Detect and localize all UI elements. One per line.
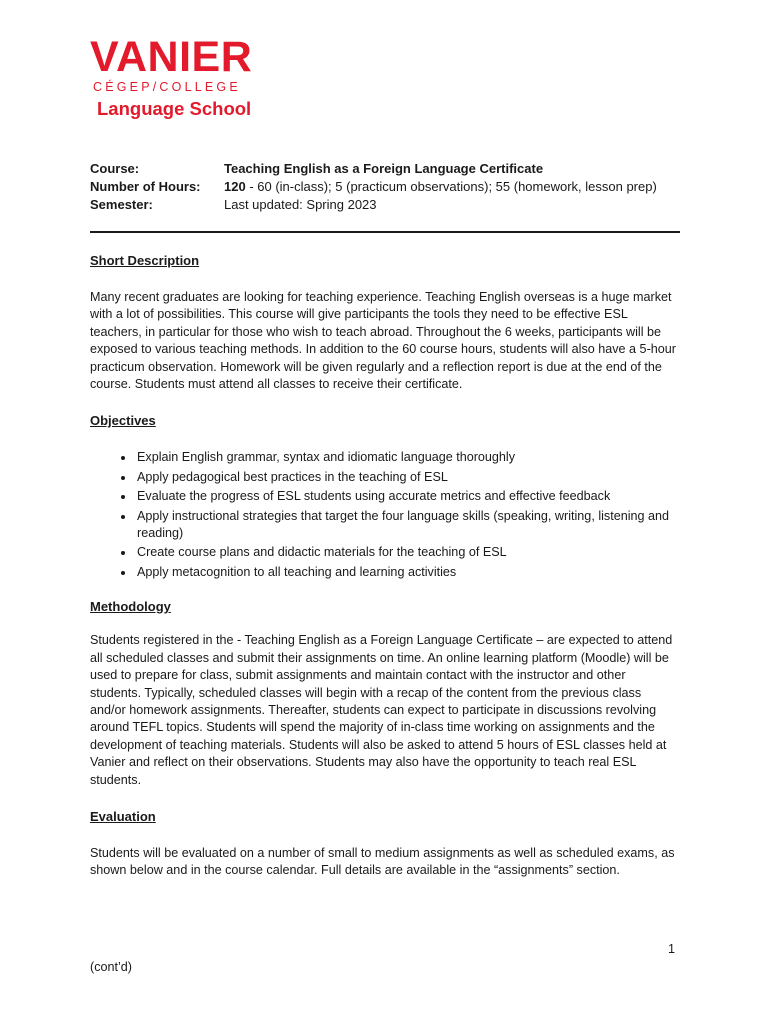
vanier-logo: [90, 33, 260, 120]
list-item: • Apply instructional strategies that target the four language skills (speaking, writing, listening and reading): [135, 508, 680, 543]
methodology-heading: Methodology: [90, 599, 171, 615]
course-row: [90, 160, 690, 178]
semester-value: Last updated: Spring 2023: [224, 197, 377, 212]
page-number: 1: [668, 942, 676, 956]
logo-subtitle: CÉGEP/COLLEGE: [93, 80, 241, 94]
continued-note: (cont’d): [90, 960, 132, 974]
logo-school-name: Language School: [97, 98, 252, 119]
hours-label: Number of Hours:: [90, 179, 201, 194]
description-heading: Short Description: [90, 253, 200, 268]
evaluation-text: Students will be evaluated on a number of small to medium assignments as well as scheduled exams, as shown below and in the course calendar. Full details are available in the “assignments” section.: [90, 845, 675, 878]
hours-value: [224, 178, 690, 196]
header-divider: [90, 231, 680, 233]
semester-label: Semester:: [90, 197, 153, 212]
list-item: • Apply pedagogical best practices in the teaching of ESL: [135, 469, 680, 486]
objectives-list: [90, 449, 680, 581]
course-info: [90, 160, 690, 214]
description-text: Many recent graduates are looking for teaching experience. Teaching English overseas is a huge market with a lot of possibilities. This course will give participants the tools they need to be effective ESL teachers, in particular for those who wish to teach abroad. Throughout the 6 weeks, participants will be exposed to various teaching methods. In addition to the 60 course hours, students will also have a 5-hour practicum observation. Homework will be given regularly and a reflection report is due at the end of the course. Students must attend all classes to receive their certificate.: [90, 290, 676, 392]
course-label: Course:: [90, 161, 140, 176]
hours-detail: - 60 (in-class); 5 (practicum observations); 55 (homework, lesson prep): [245, 179, 657, 194]
list-item: • Evaluate the progress of ESL students using accurate metrics and effective feedback: [135, 488, 680, 505]
semester-row: [90, 196, 690, 214]
document-body: [90, 252, 680, 880]
list-item: • Create course plans and didactic materials for the teaching of ESL: [135, 544, 680, 561]
methodology-text: Students registered in the - Teaching English as a Foreign Language Certificate – are expected to attend all scheduled classes and submit their assignments on time. An online learning platform (Moodle) will be used to prepare for class, submit assignments and maintain contact with the instructor and other students. Typically, scheduled classes will begin with a recap of the content from the previous class and/or homework assignments. Thereafter, students can expect to participate in discussions revolving around TEFL topics. Students will spend the majority of in-class time working on assignments and the development of teaching materials. Students will also be asked to attend 5 hours of ESL classes held at Vanier and reflect on their observations. Students may also have the opportunity to teach real ESL students.: [90, 633, 673, 787]
hours-row: [90, 178, 690, 196]
list-item: • Apply metacognition to all teaching and learning activities: [135, 564, 680, 581]
hours-total: 120: [224, 179, 246, 194]
objectives-heading: Objectives: [90, 413, 156, 429]
evaluation-heading: Evaluation: [90, 808, 156, 824]
logo-wordmark: VANIER: [90, 33, 253, 81]
list-item: • Explain English grammar, syntax and idiomatic language thoroughly: [135, 449, 680, 466]
course-title: Teaching English as a Foreign Language Certificate: [224, 161, 544, 176]
